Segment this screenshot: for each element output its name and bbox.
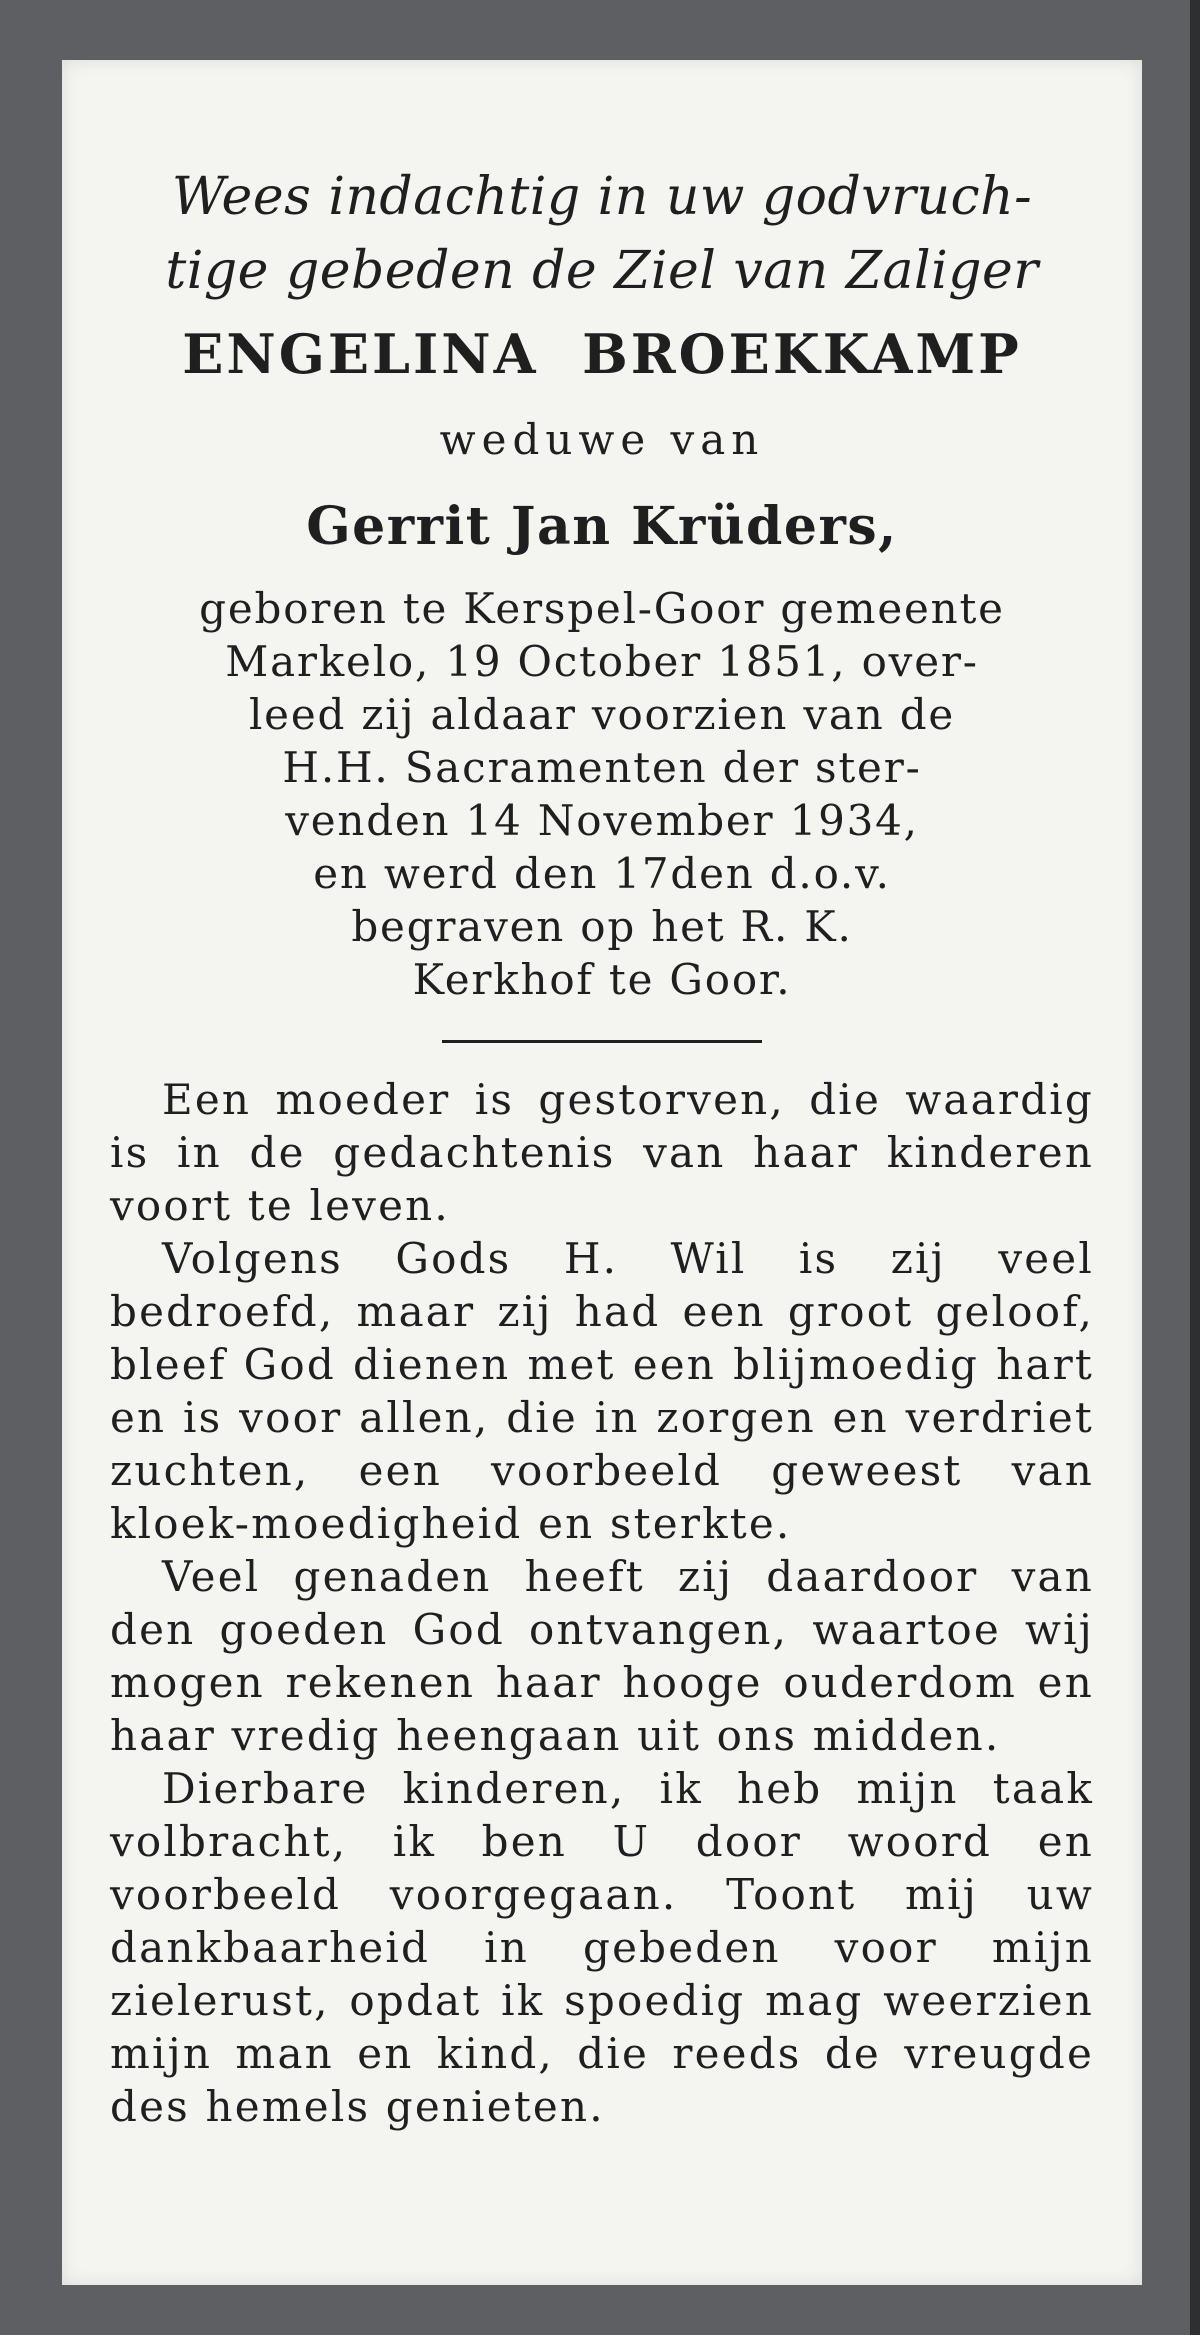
- memorial-text: [62, 1073, 1142, 2133]
- bio-line: begraven op het R. K.: [351, 902, 853, 951]
- bio-line: Kerkhof te Goor.: [412, 955, 792, 1004]
- memorial-paragraph: Dierbare kinderen, ik heb mijn taak volbracht, ik ben U door woord en voorbeeld voorgegaan. Toont mij uw dankbaarheid in gebeden voor mijn zielerust, opdat ik spoedig mag weerzien mijn man en kind, die reeds de vreugde des hemels genieten.: [110, 1764, 1094, 2131]
- bio-line: venden 14 November 1934,: [285, 796, 919, 845]
- bio-line: geboren te Kerspel-Goor gemeente: [199, 584, 1005, 633]
- card-paper: [62, 60, 1142, 2285]
- memorial-paragraph: Veel genaden heeft zij daardoor van den goeden God ontvangen, waartoe wij mogen rekenen haar hooge ouderdom en haar vredig heengaan uit ons midden.: [110, 1552, 1094, 1760]
- divider-rule: [442, 1040, 762, 1043]
- bio-line: en werd den 17den d.o.v.: [313, 849, 891, 898]
- intro-text: [62, 160, 1142, 308]
- intro-line: Wees indachtig in uw godvruch-: [171, 167, 1033, 227]
- memorial-paragraph: Volgens Gods H. Wil is zij veel bedroefd, maar zij had een groot geloof, bleef God dienen met een blijmoedig hart en is voor allen, die in zorgen en verdriet zuchten, een voorbeeld geweest van kloek-moedigheid en sterkte.: [110, 1234, 1094, 1548]
- husband-name: Gerrit Jan Krüders,: [306, 496, 898, 557]
- deceased-name: ENGELINA BROEKKAMP: [182, 322, 1022, 386]
- intro-line: tige gebeden de Ziel van Zaliger: [165, 241, 1039, 301]
- biography: [62, 582, 1142, 1006]
- bio-line: leed zij aldaar voorzien van de: [248, 690, 956, 739]
- bio-line: Markelo, 19 October 1851, over-: [225, 637, 979, 686]
- widow-of-label: weduwe van: [439, 415, 765, 464]
- bio-line: H.H. Sacramenten der ster-: [282, 743, 922, 792]
- memorial-paragraph: Een moeder is gestorven, die waardig is in de gedachtenis van haar kinderen voort te leven.: [110, 1075, 1094, 1230]
